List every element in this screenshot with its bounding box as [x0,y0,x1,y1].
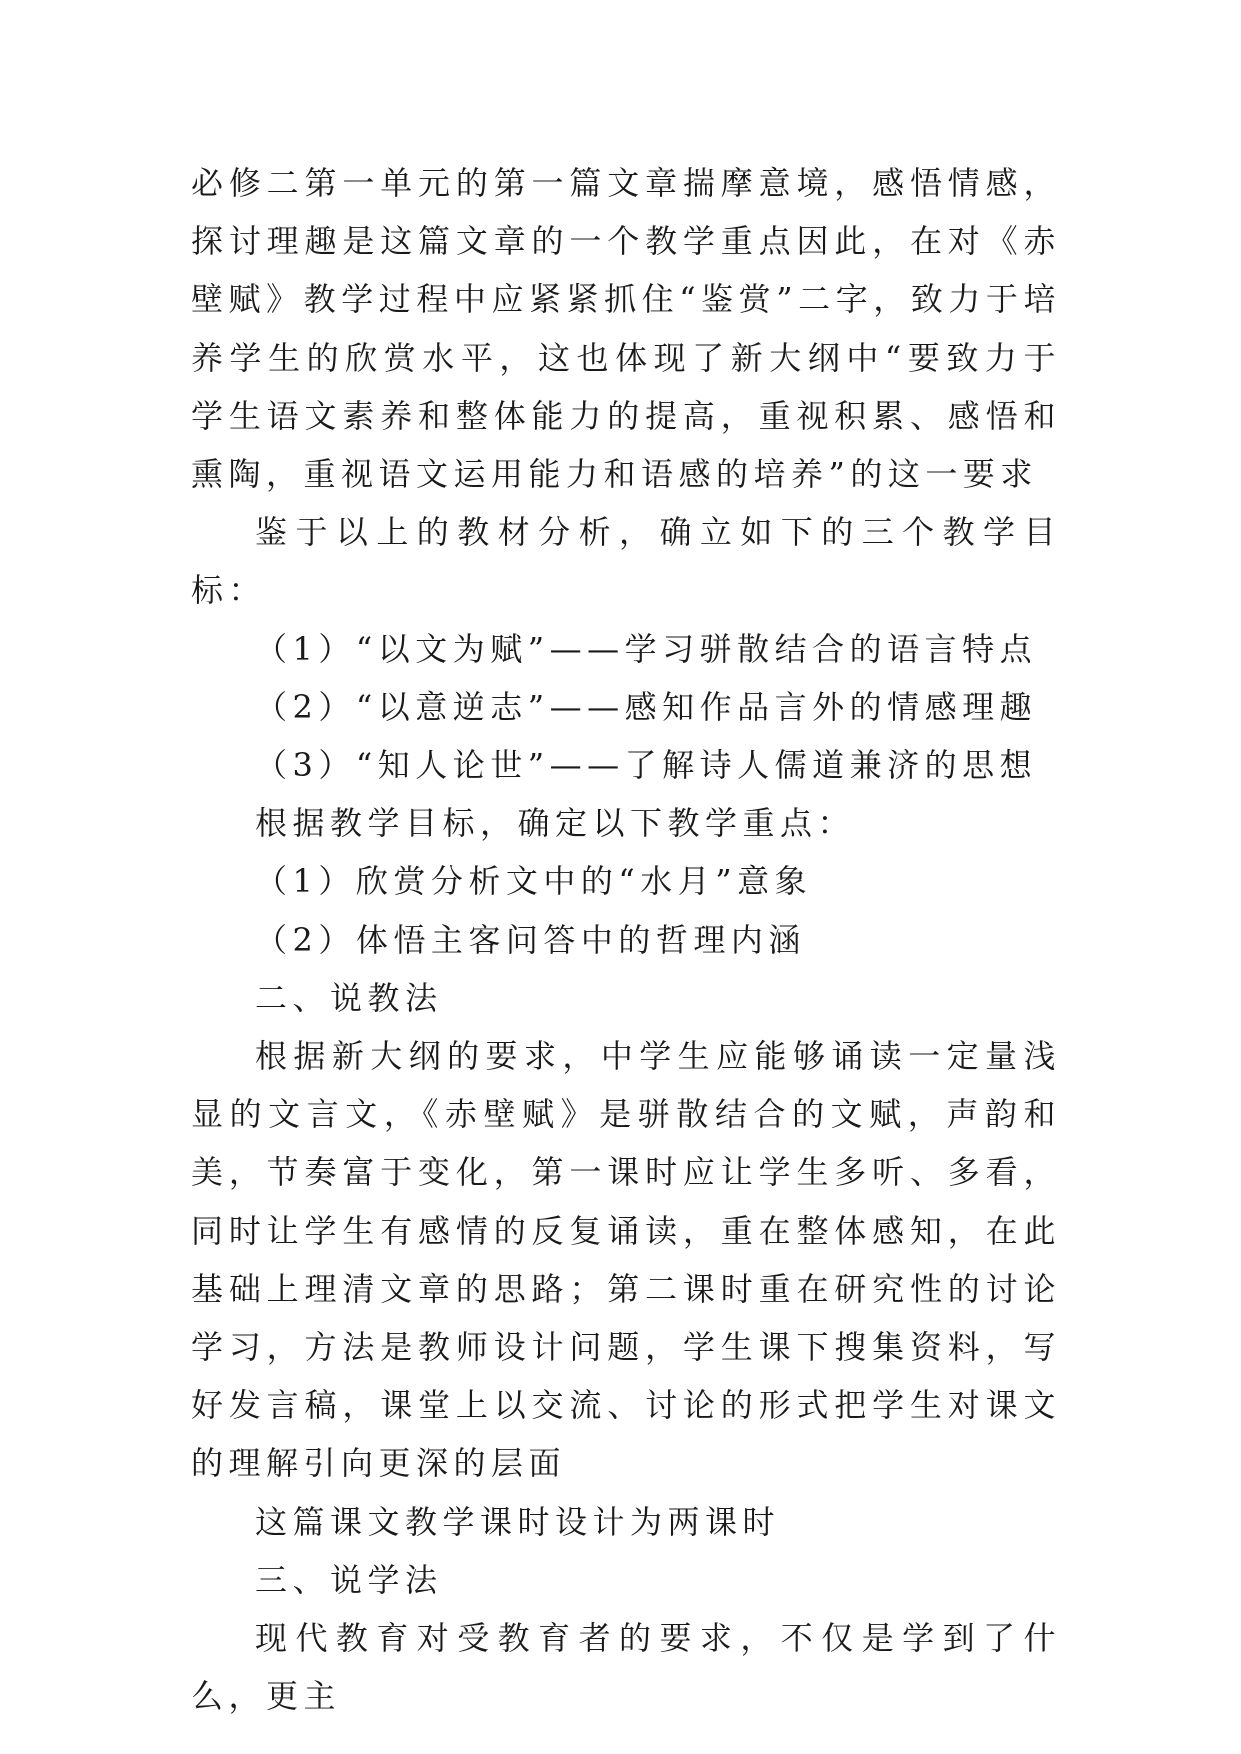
section-heading-teaching-method: 二、说教法 [255,978,443,1017]
key-point-item-2: （2）体悟主客问答中的哲理内涵 [255,920,806,959]
goal-item-1: （1）“以文为赋”——学习骈散结合的语言特点 [255,629,1038,668]
paragraph-class-hours: 这篇课文教学课时设计为两课时 [255,1502,781,1541]
paragraph-teaching-method: 根据新大纲的要求，中学生应能够诵读一定量浅显的文言文，《赤壁赋》是骈散结合的文赋，声韵和美，节奏富于变化，第一课时应让学生多听、多看，同时让学生有感情的反复诵读，重在整体感知，在此基础上理清文章的思路；第二课时重在研究性的讨论学习，方法是教师设计问题，学生课下搜集资料，写好发言稿，课堂上以交流、讨论的形式把学生对课文的理解引向更深的层面 [191,1037,1061,1483]
document-body [191,154,1061,1725]
paragraph-learning-method: 现代教育对受教育者的要求，不仅是学到了什么，更主 [191,1619,1061,1716]
paragraph-intro: 必修二第一单元的第一篇文章揣摩意境，感悟情感，探讨理趣是这篇文章的一个教学重点因此，在对《赤壁赋》教学过程中应紧紧抓住“鉴赏”二字，致力于培养学生的欣赏水平，这也体现了新大纲中“要致力于学生语文素养和整体能力的提高，重视积累、感悟和熏陶，重视语文运用能力和语感的培养”的这一要求 [191,164,1061,494]
paragraph-goals-intro: 鉴于以上的教材分析，确立如下的三个教学目标： [191,513,1061,610]
goal-item-2: （2）“以意逆志”——感知作品言外的情感理趣 [255,687,1038,726]
section-heading-learning-method: 三、说学法 [255,1560,443,1599]
paragraph-key-points-intro: 根据教学目标，确定以下教学重点： [255,804,856,843]
goal-item-3: （3）“知人论世”——了解诗人儒道兼济的思想 [255,746,1038,785]
key-point-item-1: （1）欣赏分析文中的“水月”意象 [255,862,813,901]
